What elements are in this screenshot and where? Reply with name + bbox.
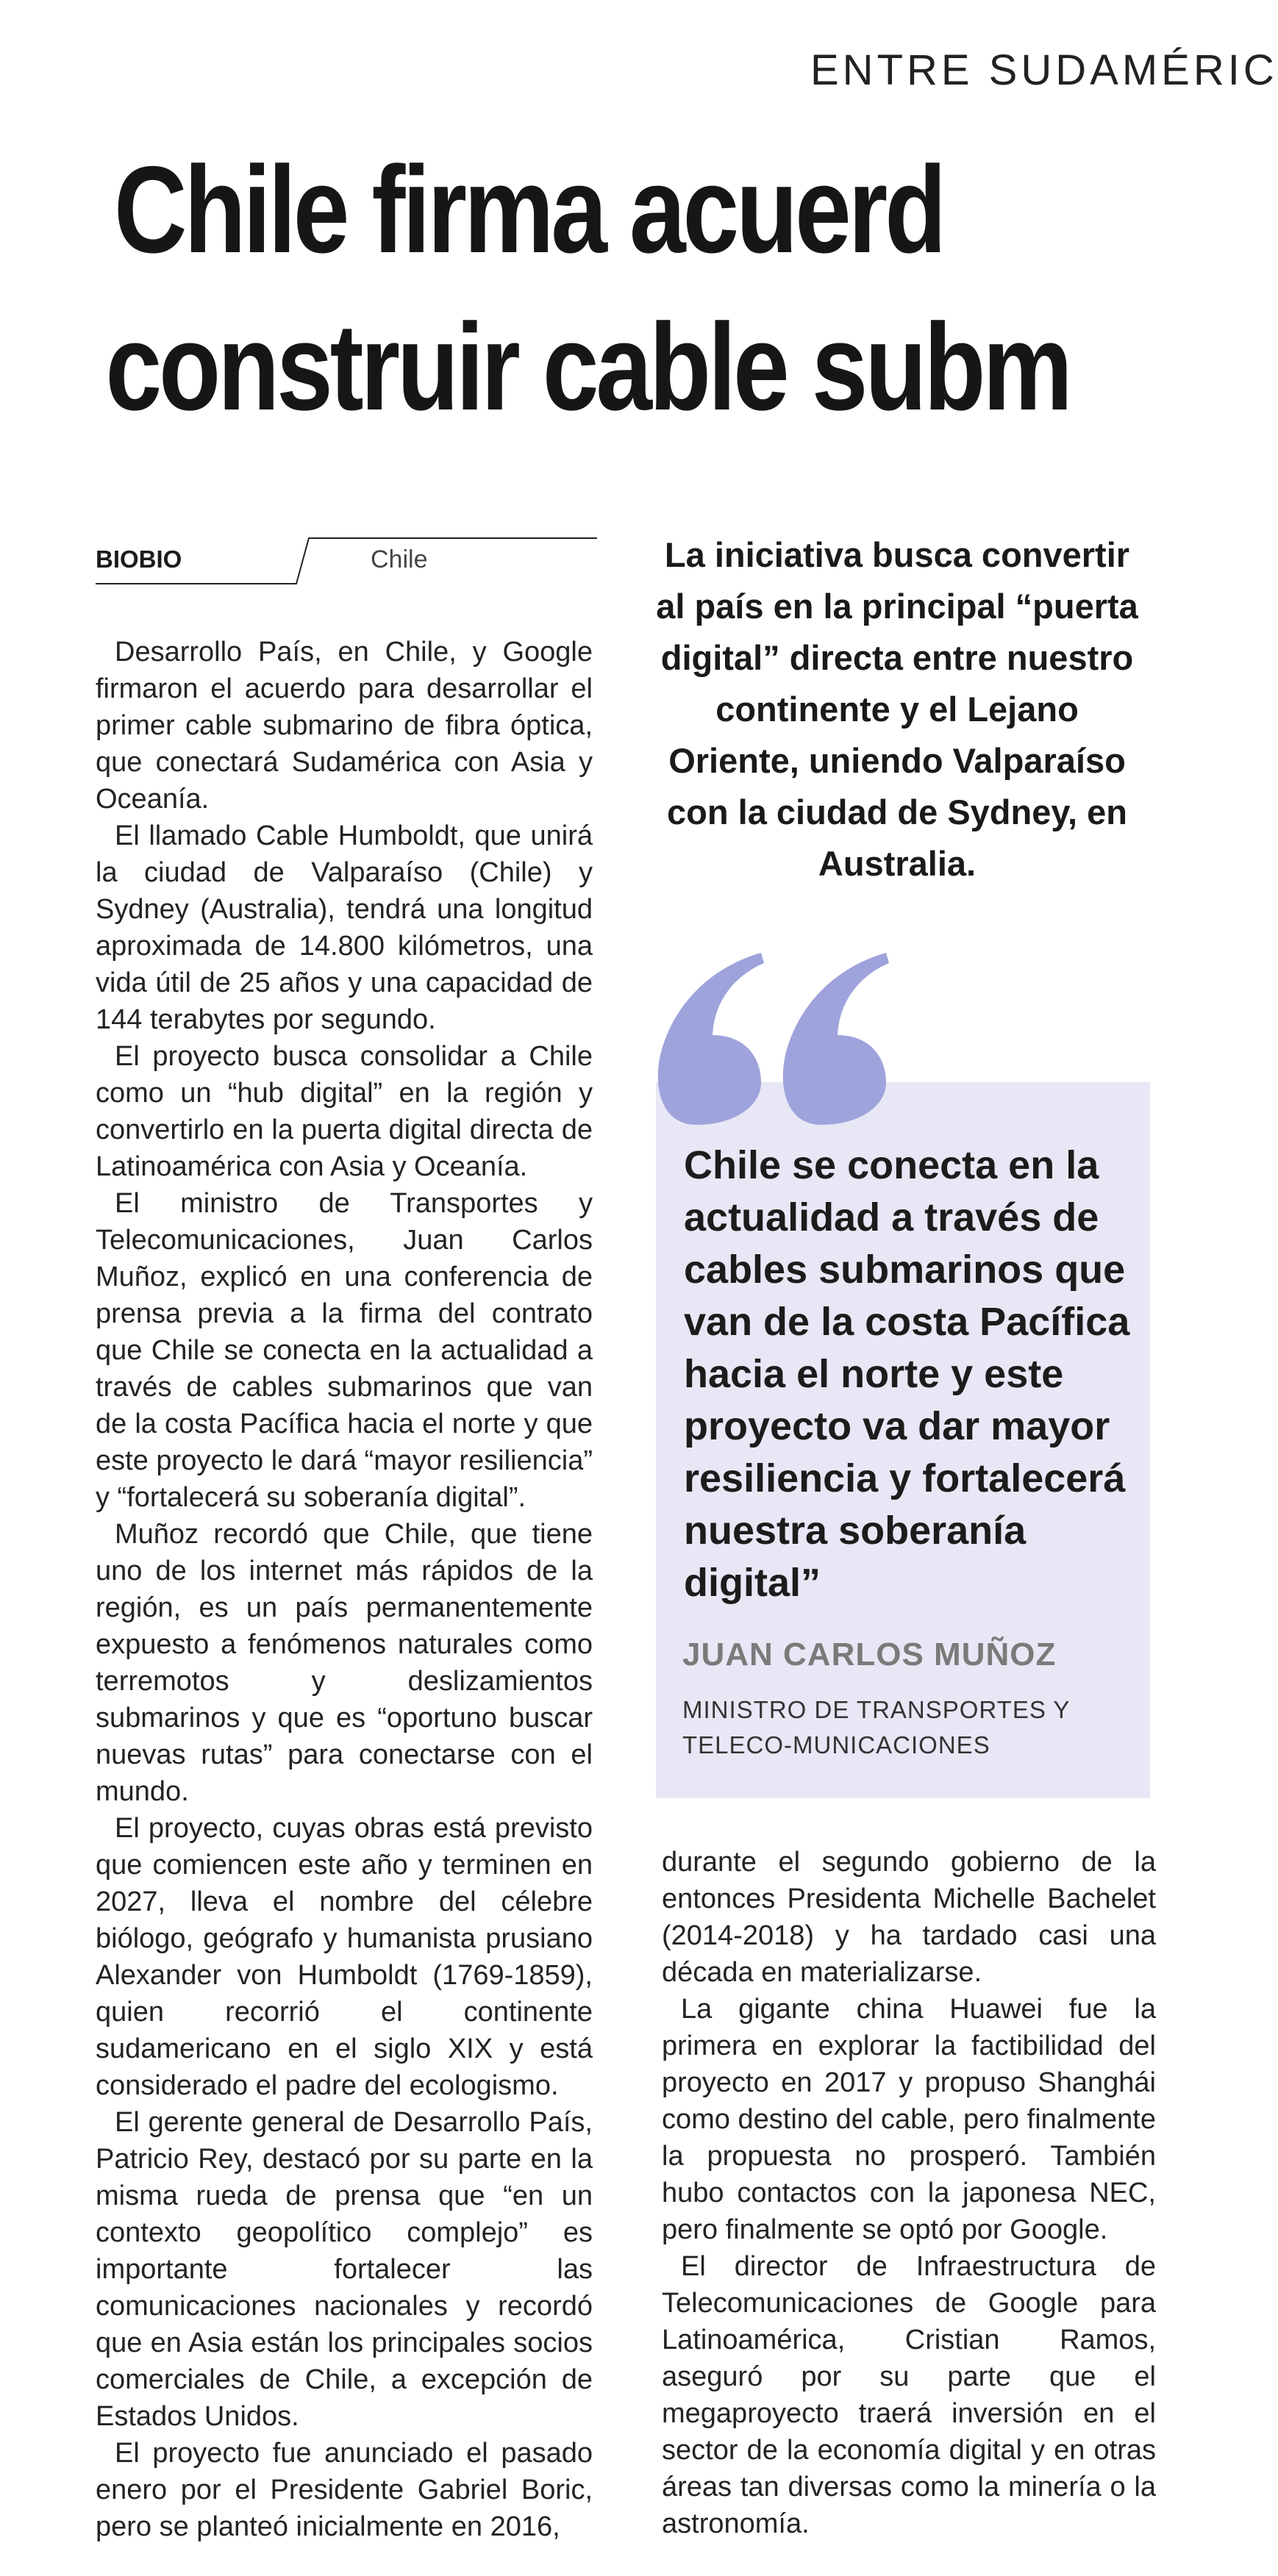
headline-line-1: Chile firma acuerd — [114, 140, 944, 279]
paragraph: El proyecto fue anunciado el pasado enero por el Presidente Gabriel Boric, pero se planteó inicialmente en 2016, — [96, 2438, 593, 2542]
paragraph: durante el segundo gobierno de la entonces Presidenta Michelle Bachelet (2014-2018) y ha tardado casi una década en materializarse. — [662, 1847, 1156, 1988]
paragraph: La gigante china Huawei fue la primera en explorar la factibilidad del proyecto en 2017 y propuso Shanghái como destino del cable, pero finalmente la propuesta no prosperó. También hubo contactos con la japonesa NEC, pero finalmente se optó por Google. — [662, 1994, 1156, 2245]
standfirst: La iniciativa busca convertir al país en la principal “puerta digital” directa entre nuestro continente y el Lejano Oriente, uniendo Valparaíso con la ciudad de Sydney, en Australia. — [656, 535, 1138, 883]
paragraph: Muñoz recordó que Chile, que tiene uno de los internet más rápidos de la región, es un país permanentemente expuesto a fenómenos naturales como terremotos y deslizamientos submarinos y que es “oportuno buscar nuevas rutas” para conectarse con el mundo. — [96, 1519, 593, 1807]
paragraph: El llamado Cable Humboldt, que unirá la ciudad de Valparaíso (Chile) y Sydney (Australia), tendrá una longitud aproximada de 14.800 kilómetros, una vida útil de 25 años y una capacidad de 144 terabytes por segundo. — [96, 820, 593, 1035]
quote-mark-icon — [651, 932, 886, 1138]
paragraph: El proyecto busca consolidar a Chile como un “hub digital” en la región y convertirlo en la puerta digital directa de Latinoamérica con Asia y Oceanía. — [96, 1041, 593, 1182]
byline-source: BIOBIO — [96, 545, 182, 573]
paragraph: Desarrollo País, en Chile, y Google firmaron el acuerdo para desarrollar el primer cable submarino de fibra óptica, que conectará Sudamérica con Asia y Oceanía. — [96, 637, 593, 815]
byline-place: Chile — [371, 545, 428, 573]
body-column-left — [96, 634, 593, 2545]
paragraph: El gerente general de Desarrollo País, Patricio Rey, destacó por su parte en la misma rueda de prensa que “en un contexto geopolítico complejo” es importante fortalecer las comunicaciones nacionales y recordó que en Asia están los principales socios comerciales de Chile, a excepción de Estados Unidos. — [96, 2107, 593, 2432]
paragraph: El proyecto, cuyas obras está previsto que comiencen este año y terminen en 2027, lleva el nombre del célebre biólogo, geógrafo y humanista prusiano Alexander von Humboldt (1769-1859), quien recorrió el continente sudamericano en el siglo XIX y está considerado el padre del ecologismo. — [96, 1813, 593, 2101]
paragraph: El director de Infraestructura de Telecomunicaciones de Google para Latinoamérica, Cristian Ramos, aseguró por su parte que el megaproyecto traerá inversión en el sector de la economía digital y en otras áreas tan diversas como la minería o la astronomía. — [662, 2251, 1156, 2539]
headline-line-2: construir cable subm — [105, 298, 1070, 436]
headline — [105, 131, 1070, 446]
pull-quote-author: JUAN CARLOS MUÑOZ — [682, 1636, 1057, 1672]
paragraph: El ministro de Transportes y Telecomunicaciones, Juan Carlos Muñoz, explicó en una conferencia de prensa previa a la firma del contrato que Chile se conecta en la actualidad a través de cables submarinos que van de la costa Pacífica hacia el norte y que este proyecto le dará “mayor resiliencia” y “fortalecerá su soberanía digital”. — [96, 1188, 593, 1513]
section-kicker: ENTRE SUDAMÉRIC — [810, 46, 1278, 94]
byline — [96, 535, 597, 587]
pull-quote-role: MINISTRO DE TRANSPORTES Y TELECO-MUNICACIONES — [682, 1696, 1070, 1759]
pull-quote-text: Chile se conecta en la actualidad a través de cables submarinos que van de la costa Pacífica hacia el norte y este proyecto va dar mayor resiliencia y fortalecerá nuestra soberanía digital” — [684, 1143, 1130, 1605]
body-column-right — [662, 1844, 1156, 2542]
